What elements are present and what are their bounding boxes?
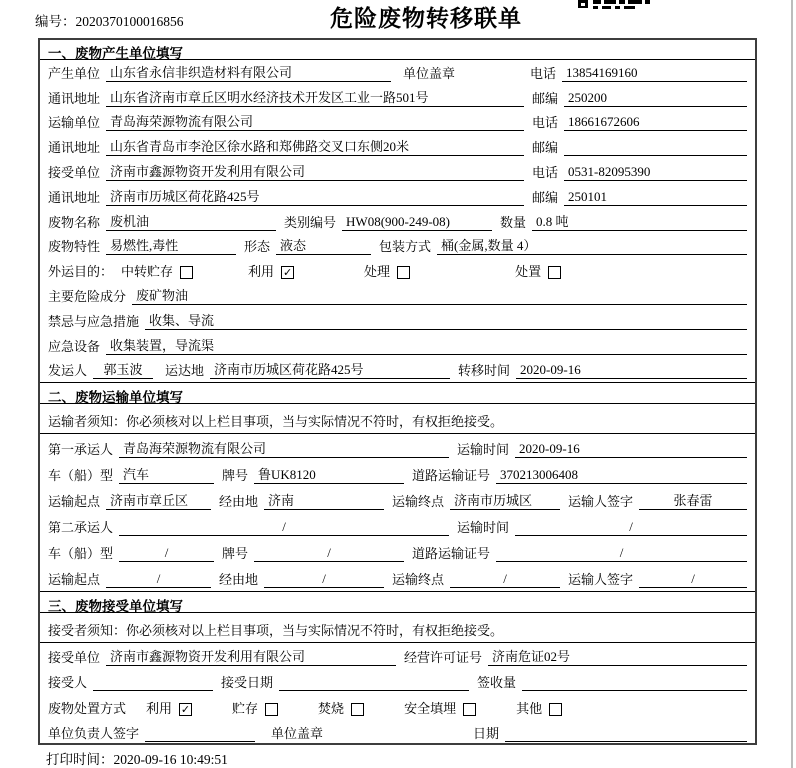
producer-address-label: 通讯地址 <box>48 90 101 106</box>
vehicle-type2-label: 车（船）型 <box>48 546 114 562</box>
route1-row <box>40 487 755 513</box>
producer-address-value: 山东省济南市章丘区明水经济技术开发区工业一路501号 <box>106 87 524 107</box>
producer-row <box>40 60 755 85</box>
disposal-landfill-checkbox <box>463 703 476 716</box>
receiver-row <box>40 159 755 184</box>
packing-label: 包装方式 <box>379 239 432 255</box>
dispose-checkbox <box>548 266 561 279</box>
receiver-address-label: 通讯地址 <box>48 189 101 205</box>
receiver-address-value: 济南市历城区荷花路425号 <box>106 186 524 206</box>
section-producer <box>40 40 755 382</box>
producer-address-row <box>40 85 755 110</box>
producer-zip-label: 邮编 <box>532 90 559 106</box>
carrier2-value: / <box>119 519 449 536</box>
disposal-method-label: 废物处置方式 <box>48 700 127 716</box>
carrier1-value: 青岛海荣源物流有限公司 <box>119 438 449 458</box>
transporter-address-row <box>40 134 755 159</box>
waste-form-label: 形态 <box>244 239 271 255</box>
equipment-row <box>40 333 755 358</box>
measures-value: 收集、导流 <box>145 310 747 330</box>
utilize-checkbox: ✓ <box>282 266 293 280</box>
signed-qty-label: 签收量 <box>477 675 517 691</box>
document-header <box>0 0 796 38</box>
unit-seal3-label: 单位盖章 <box>271 726 324 742</box>
vehicle-type1-label: 车（船）型 <box>48 467 114 483</box>
route2-sign-label: 运输人签字 <box>568 572 634 588</box>
producer-phone-label: 电话 <box>530 65 557 81</box>
waste-name-row <box>40 209 755 234</box>
route1-via-value: 济南 <box>264 490 384 510</box>
waste-props-value: 易燃性,毒性 <box>106 235 236 255</box>
transfer-storage-option <box>113 261 193 280</box>
road-license1-value: 370213006408 <box>496 467 747 484</box>
dispatcher-value: 郭玉波 <box>93 359 153 379</box>
transporter-phone-value: 18661672606 <box>564 114 747 131</box>
receiver-phone-label: 电话 <box>532 164 559 180</box>
waste-form-value: 液态 <box>276 235 371 255</box>
receiver-address-row <box>40 184 755 209</box>
road-license1-label: 道路运输证号 <box>412 467 491 483</box>
route2-row <box>40 565 755 591</box>
treat-option <box>294 261 410 280</box>
route1-via-label: 经由地 <box>219 493 259 509</box>
producer-name-value: 山东省永信非织造材料有限公司 <box>106 62 391 82</box>
serial-value: 2020370100016856 <box>75 14 184 29</box>
vehicle-type1-value: 汽车 <box>119 464 214 484</box>
equipment-label: 应急设备 <box>48 338 101 354</box>
disposal-landfill-option <box>364 698 476 717</box>
destination-label: 运达地 <box>165 363 205 379</box>
plate2-label: 牌号 <box>222 546 249 562</box>
dispose-label: 处置 <box>515 264 542 280</box>
disposal-landfill-label: 安全填埋 <box>404 700 457 716</box>
route2-end-label: 运输终点 <box>392 572 445 588</box>
section-transporter <box>40 382 755 591</box>
producer-label: 产生单位 <box>48 65 101 81</box>
transport-time1-value: 2020-09-16 <box>515 441 747 458</box>
hazard-row <box>40 283 755 308</box>
page-edge-line <box>791 0 793 768</box>
route1-sign-label: 运输人签字 <box>568 493 634 509</box>
treat-label: 处理 <box>364 264 391 280</box>
accept-row <box>40 669 755 695</box>
route2-sign-value: / <box>639 571 747 588</box>
route2-start-value: / <box>106 571 211 588</box>
disposal-storage-label: 贮存 <box>232 700 259 716</box>
sign-date-label: 日期 <box>473 726 500 742</box>
equipment-value: 收集装置，导流渠 <box>106 335 747 355</box>
plate1-value: 鲁UK8120 <box>254 464 404 484</box>
transporter-row <box>40 110 755 135</box>
carrier1-label: 第一承运人 <box>48 441 114 457</box>
carrier1-row <box>40 434 755 460</box>
waste-name-label: 废物名称 <box>48 214 101 230</box>
transfer-time-label: 转移时间 <box>458 363 511 379</box>
utilize-option <box>193 261 294 280</box>
hazard-value: 废矿物油 <box>132 285 747 305</box>
route1-sign-value: 张春雷 <box>639 490 747 510</box>
transporter-zip-label: 邮编 <box>532 140 559 156</box>
transporter-phone-label: 电话 <box>532 115 559 131</box>
transfer-purpose-row <box>40 258 755 283</box>
receiver-unit-row <box>40 643 755 669</box>
route1-start-value: 济南市章丘区 <box>106 490 211 510</box>
road-license2-label: 道路运输证号 <box>412 546 491 562</box>
acceptor-label: 接受人 <box>48 675 88 691</box>
disposal-storage-checkbox <box>265 703 278 716</box>
route2-via-value: / <box>264 571 384 588</box>
receiver-zip-label: 邮编 <box>532 189 559 205</box>
route1-start-label: 运输起点 <box>48 493 101 509</box>
accept-unit-value: 济南市鑫源物资开发利用有限公司 <box>106 646 396 666</box>
route1-end-label: 运输终点 <box>392 493 445 509</box>
measures-row <box>40 308 755 333</box>
transporter-name-value: 青岛海荣源物流有限公司 <box>106 111 524 131</box>
waste-qty-value: 0.8 吨 <box>532 211 747 231</box>
manifest-form <box>38 38 757 745</box>
sign-date-value <box>505 726 747 742</box>
transporter-address-value: 山东省青岛市李沧区徐水路和郑佛路交叉口东侧20米 <box>106 136 524 156</box>
disposal-other-option <box>476 698 562 717</box>
waste-qty-label: 数量 <box>500 214 527 230</box>
producer-phone-value: 13854169160 <box>562 65 747 82</box>
disposal-utilize-label: 利用 <box>146 700 173 716</box>
road-license2-value: / <box>496 545 747 562</box>
qr-code-fragment <box>578 0 650 12</box>
transport-time2-label: 运输时间 <box>457 520 510 536</box>
page-title: 危险废物转移联单 <box>330 6 522 31</box>
vehicle2-row <box>40 539 755 565</box>
disposal-storage-option <box>192 698 278 717</box>
section3-title: 三、废物接受单位填写 <box>40 591 755 613</box>
plate1-label: 牌号 <box>222 467 249 483</box>
disposal-other-checkbox <box>549 703 562 716</box>
unit-seal-label: 单位盖章 <box>403 65 456 81</box>
accept-unit-label: 接受单位 <box>48 649 101 665</box>
disposal-row <box>40 694 755 720</box>
route2-start-label: 运输起点 <box>48 572 101 588</box>
disposal-other-label: 其他 <box>516 700 543 716</box>
transporter-address-label: 通讯地址 <box>48 140 101 156</box>
packing-value: 桶(金属,数量 4） <box>437 235 747 255</box>
vehicle1-row <box>40 461 755 487</box>
route2-end-value: / <box>450 571 560 588</box>
accept-date-value <box>279 675 469 691</box>
receiver-phone-value: 0531-82095390 <box>564 164 747 181</box>
responsible-sign-value <box>145 726 255 742</box>
serial-number <box>35 10 184 30</box>
measures-label: 禁忌与应急措施 <box>48 313 140 329</box>
destination-value: 济南市历城区荷花路425号 <box>210 359 450 379</box>
route2-via-label: 经由地 <box>219 572 259 588</box>
carrier2-row <box>40 513 755 539</box>
dispose-option <box>410 261 561 280</box>
vehicle-type2-value: / <box>119 545 214 562</box>
business-license-label: 经营许可证号 <box>404 649 483 665</box>
plate2-value: / <box>254 545 404 562</box>
transport-time1-label: 运输时间 <box>457 441 510 457</box>
treat-checkbox <box>397 266 410 279</box>
business-license-value: 济南危证02号 <box>488 646 747 666</box>
serial-label: 编号： <box>35 14 76 29</box>
dispatcher-label: 发运人 <box>48 363 88 379</box>
waste-code-label: 类别编号 <box>284 214 337 230</box>
transfer-storage-checkbox <box>180 266 193 279</box>
waste-props-label: 废物特性 <box>48 239 101 255</box>
section1-title: 一、废物产生单位填写 <box>40 40 755 60</box>
transporter-zip-value <box>564 140 747 156</box>
transfer-storage-label: 中转贮存 <box>121 264 174 280</box>
waste-code-value: HW08(900-249-08) <box>342 214 492 231</box>
disposal-utilize-checkbox: ✓ <box>180 702 191 716</box>
carrier2-label: 第二承运人 <box>48 520 114 536</box>
accept-date-label: 接受日期 <box>221 675 274 691</box>
transporter-label: 运输单位 <box>48 115 101 131</box>
route1-end-value: 济南市历城区 <box>450 490 560 510</box>
transport-time2-value: / <box>515 519 747 536</box>
utilize-label: 利用 <box>248 264 275 280</box>
print-time: 打印时间：2020-09-16 10:49:51 <box>46 752 228 767</box>
disposal-incinerate-option <box>278 698 364 717</box>
receiver-zip-value: 250101 <box>564 189 747 206</box>
dispatch-row <box>40 358 755 383</box>
acceptor-value <box>93 675 213 691</box>
transfer-purpose-label: 外运目的： <box>48 264 114 280</box>
transporter-notice: 运输者须知：你必须核对以上栏目事项，当与实际情况不符时，有权拒绝接受。 <box>40 404 755 434</box>
responsible-sign-label: 单位负责人签字 <box>48 726 140 742</box>
producer-zip-value: 250200 <box>564 90 747 107</box>
section-receiver <box>40 591 755 745</box>
signed-qty-value <box>522 675 747 691</box>
receiver-notice: 接受者须知：你必须核对以上栏目事项，当与实际情况不符时，有权拒绝接受。 <box>40 613 755 643</box>
section2-title: 二、废物运输单位填写 <box>40 382 755 404</box>
receiver-label: 接受单位 <box>48 164 101 180</box>
waste-name-value: 废机油 <box>106 211 276 231</box>
signature-row <box>40 720 755 745</box>
receiver-name-value: 济南市鑫源物资开发利用有限公司 <box>106 161 524 181</box>
transfer-time-value: 2020-09-16 <box>516 362 747 379</box>
disposal-incinerate-label: 焚烧 <box>318 700 345 716</box>
hazard-label: 主要危险成分 <box>48 288 127 304</box>
disposal-incinerate-checkbox <box>351 703 364 716</box>
disposal-utilize-option <box>126 698 192 717</box>
waste-props-row <box>40 234 755 259</box>
